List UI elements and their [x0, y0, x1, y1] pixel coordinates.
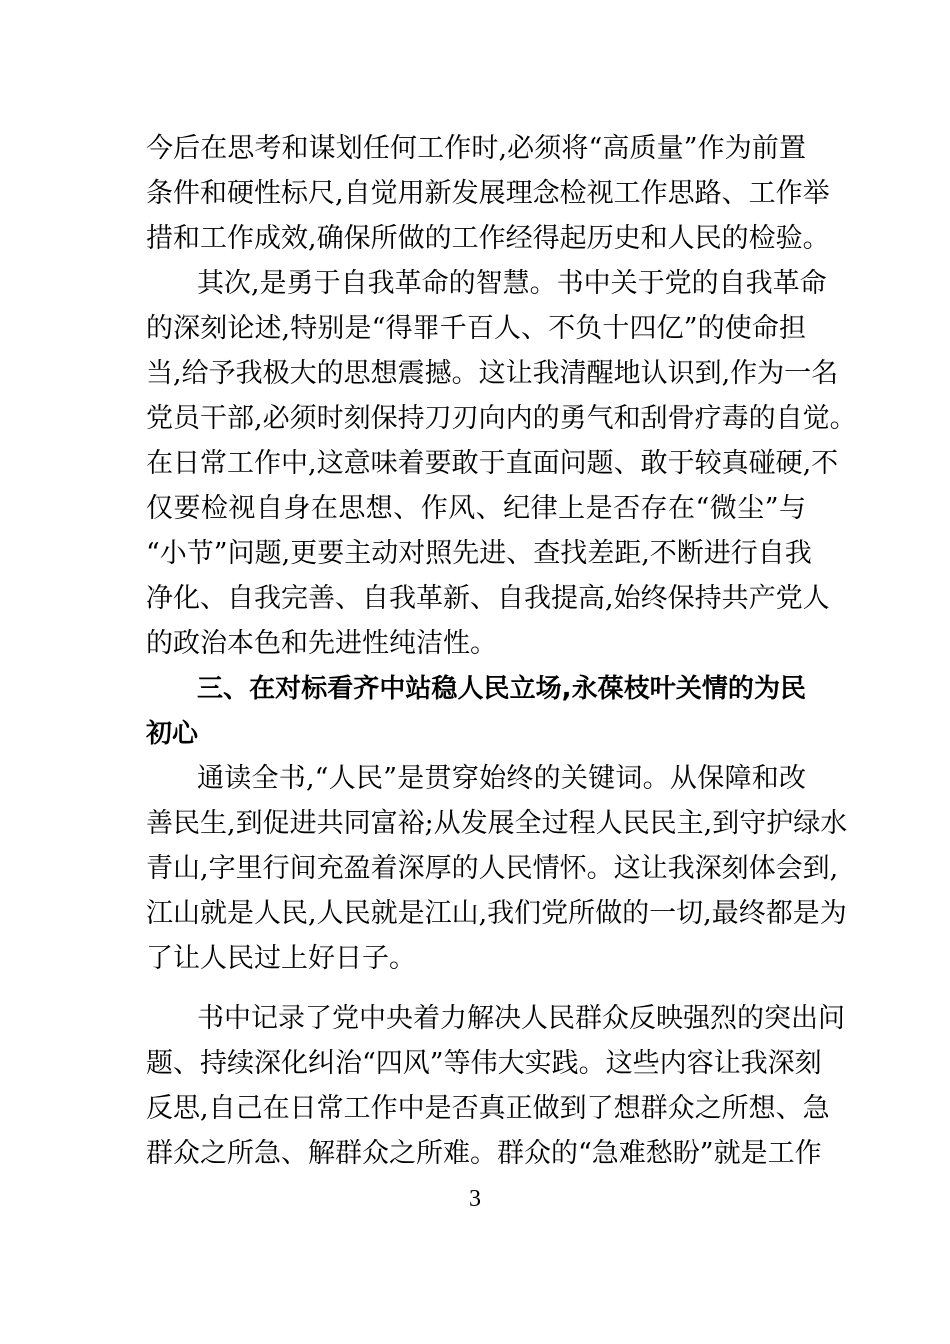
body-text-line: 党员干部,必须时刻保持刀刃向内的勇气和刮骨疗毒的自觉。 [146, 403, 857, 434]
paragraph-first-line: 其次,是勇于自我革命的智慧。书中关于党的自我革命 [197, 268, 827, 299]
section-heading: 三、在对标看齐中站稳人民立场,永葆枝叶关情的为民 [197, 674, 806, 704]
body-text-line: 仅要检视自身在思想、作风、纪律上是否存在“微尘”与 [146, 493, 806, 524]
body-text-line: 当,给予我极大的思想震撼。这让我清醒地认识到,作为一名 [146, 358, 839, 389]
body-text-line: 的政治本色和先进性纯洁性。 [146, 628, 497, 659]
body-text-line: 群众之所急、解群众之所难。群众的“急难愁盼”就是工作 [146, 1138, 822, 1169]
page-number: 3 [469, 1186, 481, 1212]
paragraph-first-line: 通读全书,“人民”是贯穿始终的关键词。从保障和改 [197, 763, 806, 794]
body-text-line: 反思,自己在日常工作中是否真正做到了想群众之所想、急 [146, 1093, 830, 1124]
body-text-line: 净化、自我完善、自我革新、自我提高,始终保持共产党人 [146, 583, 830, 614]
section-heading: 初心 [146, 719, 199, 749]
body-text-line: 题、持续深化纠治“四风”等伟大实践。这些内容让我深刻 [146, 1048, 822, 1079]
body-text-line: 了让人民过上好日子。 [146, 943, 416, 974]
body-text-line: 在日常工作中,这意味着要敢于直面问题、敢于较真碰硬,不 [146, 448, 839, 479]
body-text-line: 青山,字里行间充盈着深厚的人民情怀。这让我深刻体会到, [146, 853, 839, 884]
body-text-line: 的深刻论述,特别是“得罪千百人、不负十四亿”的使命担 [146, 313, 806, 344]
body-text-line: 措和工作成效,确保所做的工作经得起历史和人民的检验。 [146, 223, 830, 254]
paragraph-first-line: 书中记录了党中央着力解决人民群众反映强烈的突出问 [197, 1003, 845, 1034]
body-text-line: 江山就是人民,人民就是江山,我们党所做的一切,最终都是为 [146, 898, 847, 929]
body-text-line: “小节”问题,更要主动对照先进、查找差距,不断进行自我 [146, 538, 812, 569]
body-text-line: 今后在思考和谋划任何工作时,必须将“高质量”作为前置 [146, 133, 806, 164]
body-text-line: 条件和硬性标尺,自觉用新发展理念检视工作思路、工作举 [146, 178, 830, 209]
body-text-line: 善民生,到促进共同富裕;从发展全过程人民民主,到守护绿水 [146, 808, 848, 839]
